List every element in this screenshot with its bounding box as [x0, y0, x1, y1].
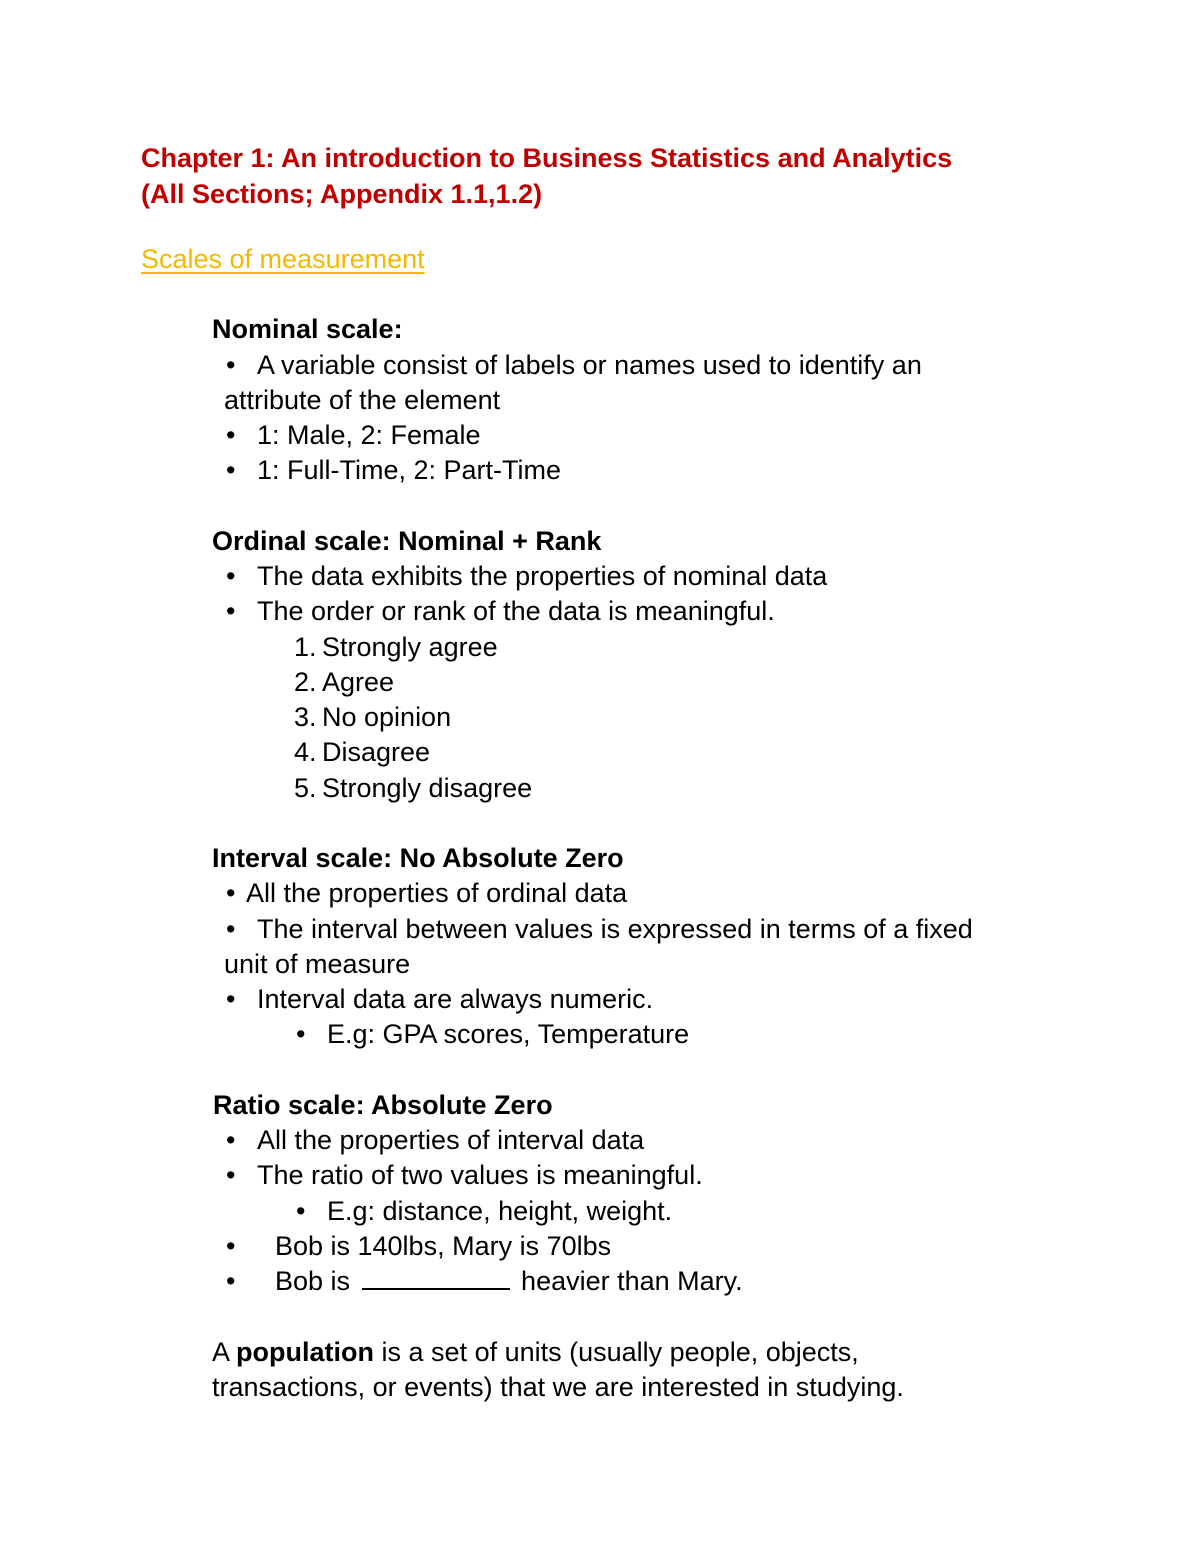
- item-number: 4.: [294, 737, 317, 767]
- bullet-icon: •: [226, 1160, 236, 1190]
- nominal-heading: Nominal scale:: [212, 314, 403, 344]
- population-prefix: A: [212, 1337, 229, 1367]
- section-heading-scales: Scales of measurement: [141, 244, 425, 274]
- ratio-bullet-4-text-start: Bob is: [274, 1266, 351, 1296]
- ordinal-heading: Ordinal scale: Nominal + Rank: [212, 526, 602, 556]
- chapter-title-line-1: Chapter 1: An introduction to Business Statistics and Analytics: [141, 143, 953, 173]
- item-text: Strongly disagree: [322, 773, 533, 803]
- nominal-bullet-3: [226, 453, 561, 487]
- ratio-sub-bullet-1-text: E.g: distance, height, weight.: [326, 1196, 673, 1226]
- bullet-icon: •: [226, 1231, 236, 1261]
- item-text: No opinion: [322, 702, 452, 732]
- interval-heading: Interval scale: No Absolute Zero: [212, 843, 624, 873]
- ordinal-bullet-1: [226, 559, 827, 593]
- nominal-bullet-1: [226, 348, 922, 382]
- interval-bullet-2-text: The interval between values is expressed in terms of a fixed: [256, 914, 973, 944]
- fill-in-blank: [362, 1266, 510, 1290]
- item-number: 1.: [294, 632, 317, 662]
- ratio-bullet-1: [226, 1123, 644, 1157]
- item-text: Strongly agree: [322, 632, 498, 662]
- ordinal-bullet-2: [226, 594, 775, 628]
- nominal-bullet-1-continuation: attribute of the element: [224, 385, 501, 415]
- ratio-bullet-1-text: All the properties of interval data: [256, 1125, 645, 1155]
- nominal-bullet-2: [226, 418, 481, 452]
- ordinal-numbered-item-3: [294, 700, 451, 734]
- interval-sub-bullet-1: [296, 1017, 689, 1051]
- interval-bullet-2: [226, 912, 973, 946]
- interval-bullet-1-text: All the properties of ordinal data: [245, 878, 628, 908]
- bullet-icon: •: [226, 561, 236, 591]
- bullet-icon: •: [226, 350, 236, 380]
- ordinal-numbered-item-1: [294, 630, 498, 664]
- ratio-bullet-4: [226, 1264, 743, 1298]
- chapter-title-line-2: (All Sections; Appendix 1.1,1.2): [141, 179, 543, 209]
- interval-bullet-2-continuation: unit of measure: [224, 949, 411, 979]
- item-number: 3.: [294, 702, 317, 732]
- ordinal-bullet-2-text: The order or rank of the data is meaningful.: [256, 596, 775, 626]
- ordinal-bullet-1-text: The data exhibits the properties of nominal data: [256, 561, 828, 591]
- ratio-bullet-4-text-end: heavier than Mary.: [521, 1266, 743, 1296]
- ratio-bullet-2-text: The ratio of two values is meaningful.: [256, 1160, 703, 1190]
- item-text: Agree: [322, 667, 395, 697]
- nominal-bullet-1-text: A variable consist of labels or names used to identify an: [256, 350, 922, 380]
- bullet-icon: •: [226, 1266, 236, 1296]
- population-definition-line-1: [212, 1335, 859, 1369]
- ratio-sub-bullet-1: [296, 1194, 672, 1228]
- population-definition-line-2: transactions, or events) that we are interested in studying.: [212, 1372, 904, 1402]
- bullet-icon: •: [226, 420, 236, 450]
- ratio-bullet-3-text: Bob is 140lbs, Mary is 70lbs: [274, 1231, 612, 1261]
- interval-bullet-3: [226, 982, 653, 1016]
- nominal-bullet-2-text: 1: Male, 2: Female: [256, 420, 481, 450]
- population-definition-text: is a set of units (usually people, objects,: [381, 1337, 859, 1367]
- item-text: Disagree: [322, 737, 431, 767]
- bullet-icon: •: [296, 1196, 306, 1226]
- ratio-heading: Ratio scale: Absolute Zero: [213, 1090, 553, 1120]
- nominal-bullet-3-text: 1: Full-Time, 2: Part-Time: [256, 455, 562, 485]
- ratio-bullet-2: [226, 1158, 703, 1192]
- ordinal-numbered-item-4: [294, 735, 430, 769]
- bullet-icon: •: [226, 1125, 236, 1155]
- ordinal-numbered-item-2: [294, 665, 394, 699]
- item-number: 2.: [294, 667, 317, 697]
- interval-bullet-1: [226, 876, 627, 910]
- population-term: population: [236, 1337, 375, 1367]
- bullet-icon: •: [296, 1019, 306, 1049]
- bullet-icon: •: [226, 878, 236, 908]
- interval-bullet-3-text: Interval data are always numeric.: [256, 984, 654, 1014]
- bullet-icon: •: [226, 596, 236, 626]
- bullet-icon: •: [226, 984, 236, 1014]
- bullet-icon: •: [226, 455, 236, 485]
- interval-sub-bullet-1-text: E.g: GPA scores, Temperature: [326, 1019, 690, 1049]
- bullet-icon: •: [226, 914, 236, 944]
- ordinal-numbered-item-5: [294, 771, 532, 805]
- item-number: 5.: [294, 773, 317, 803]
- ratio-bullet-3: [226, 1229, 611, 1263]
